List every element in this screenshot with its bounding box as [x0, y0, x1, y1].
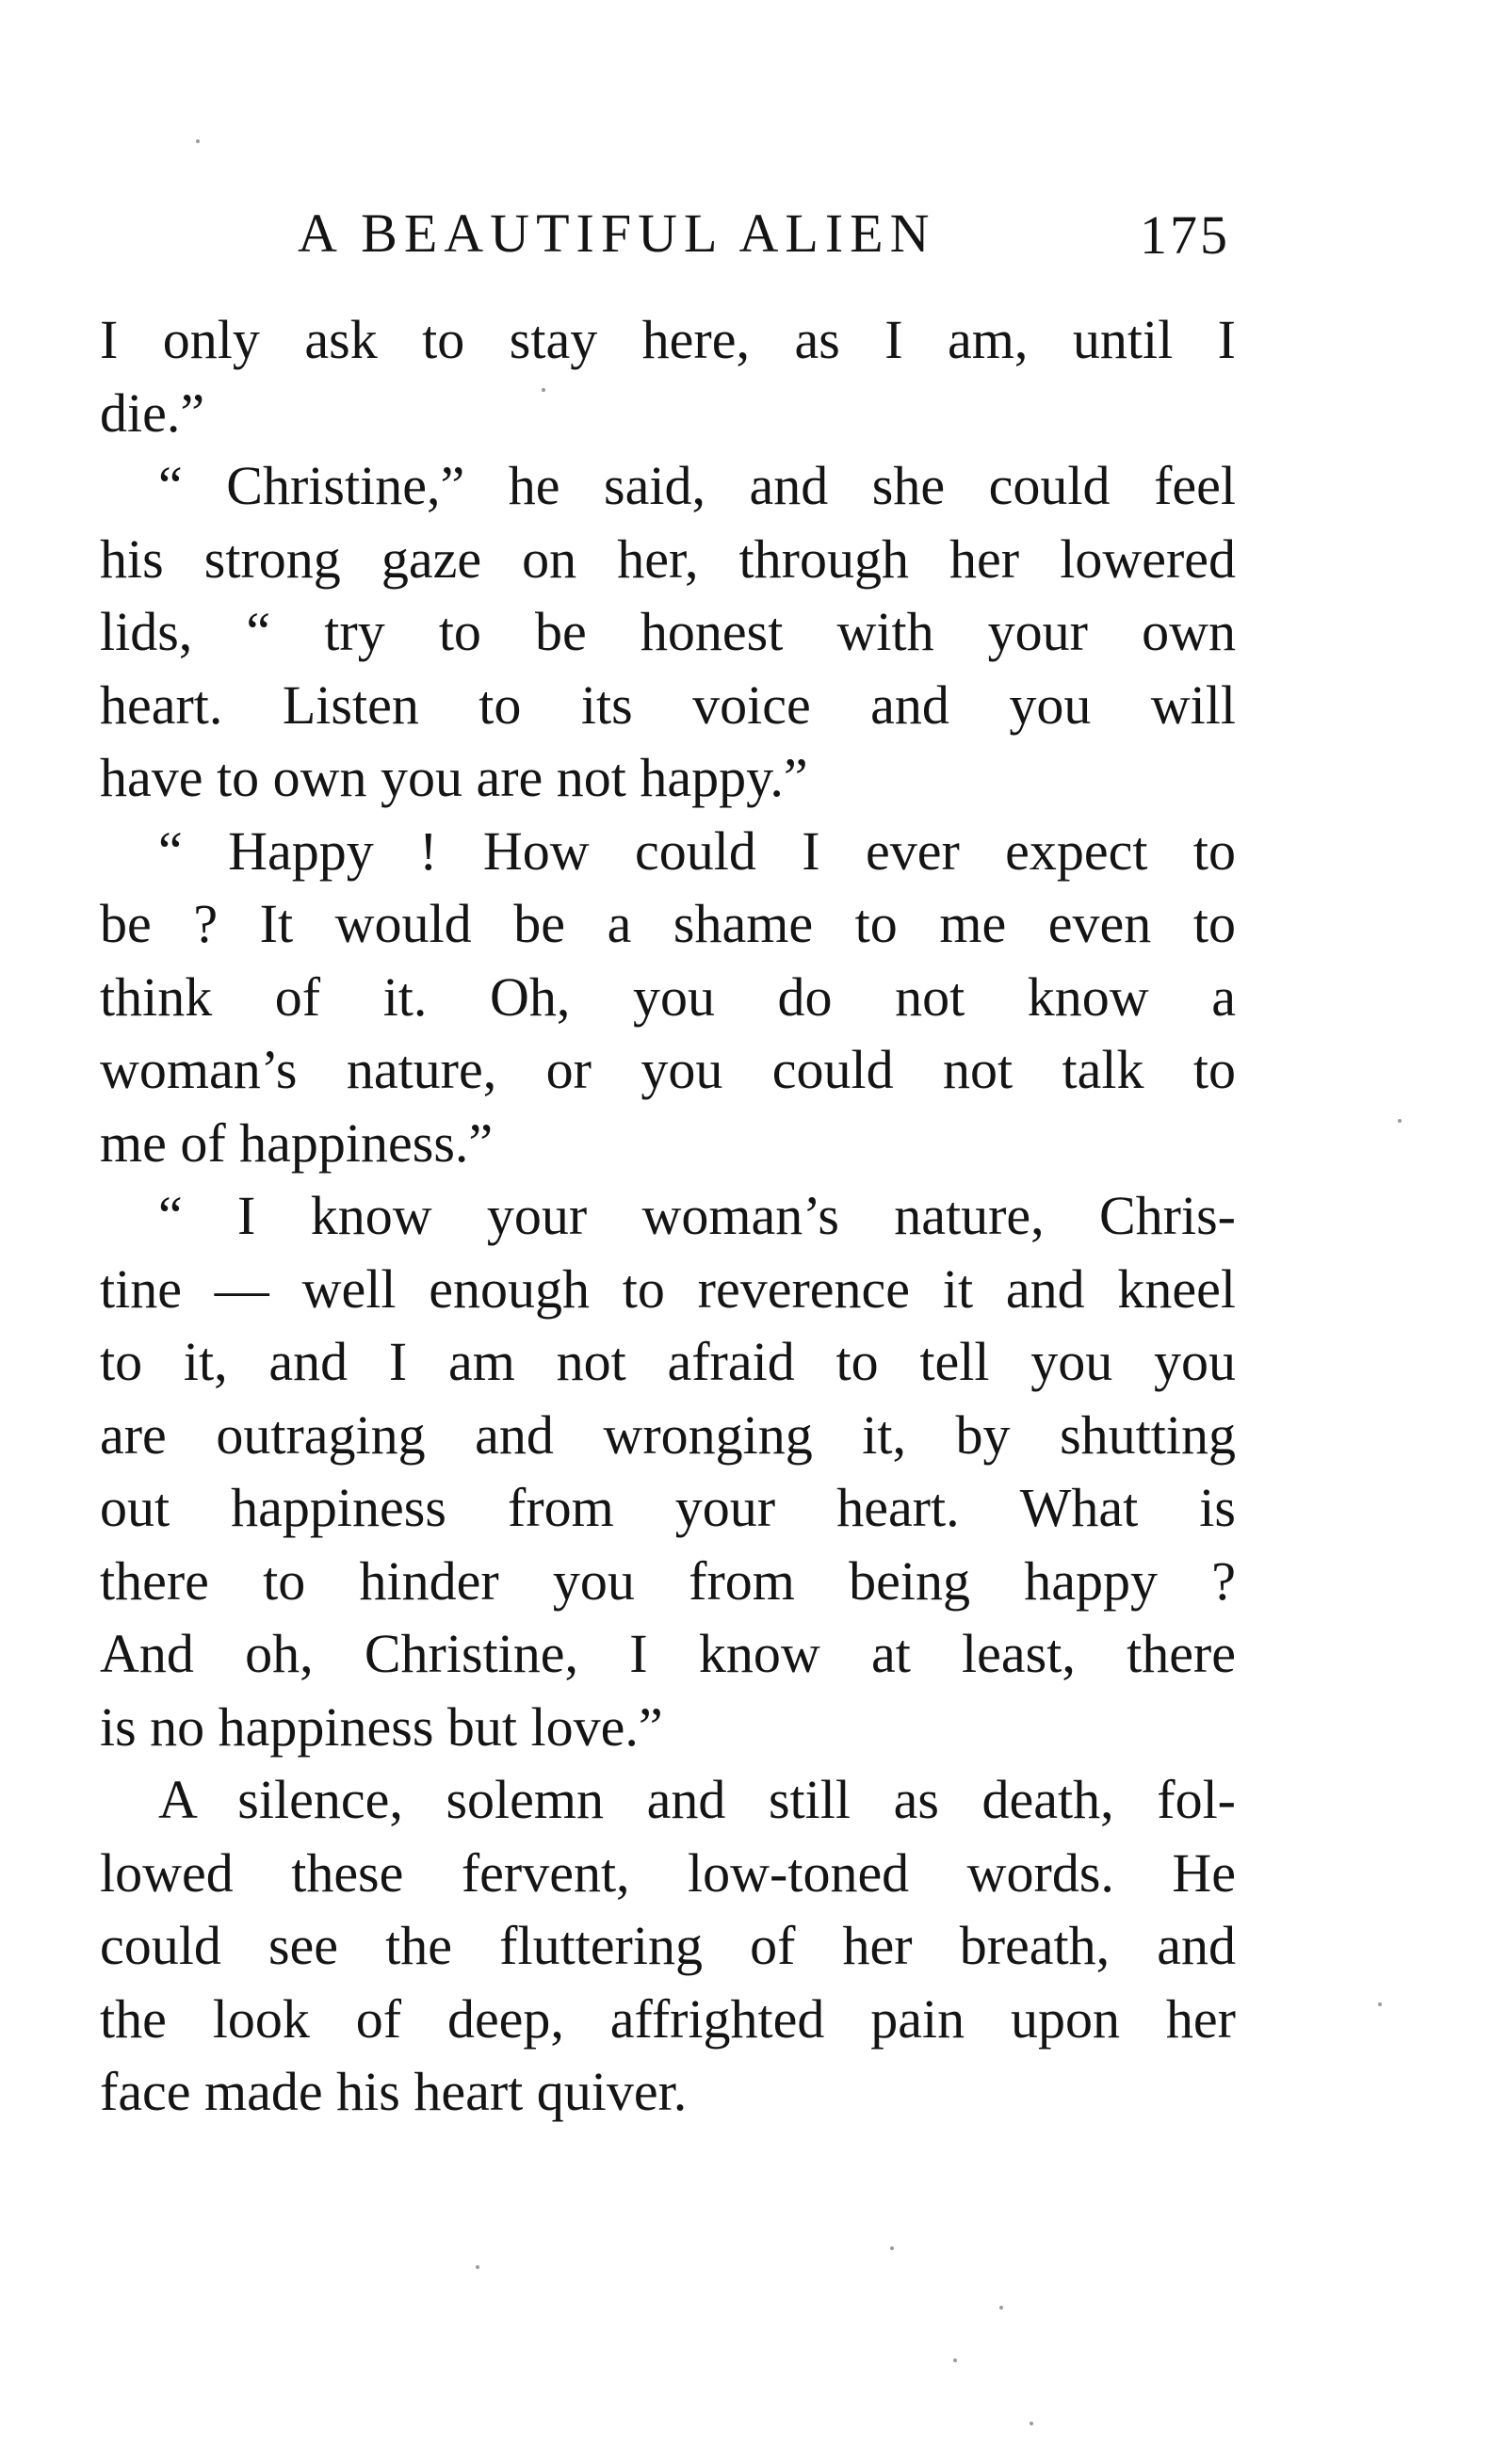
text-line: A silence, solemn and still as death, fol- — [158, 1769, 1236, 1830]
text-line: out happiness from your heart. What is — [100, 1477, 1236, 1538]
text-line: “ Christine,” he said, and she could feel — [158, 455, 1236, 516]
text-line: woman’s nature, or you could not talk to — [100, 1039, 1236, 1100]
paper-speck — [1030, 2422, 1033, 2425]
text-line: “ Happy ! How could I ever expect to — [158, 819, 1236, 882]
text-line: there to hinder you from being happy ? — [100, 1549, 1236, 1612]
text-line: die.” — [100, 381, 205, 444]
text-line: have to own you are not happy.” — [100, 747, 808, 808]
text-line: the look of deep, affrighted pain upon her — [100, 1987, 1236, 2050]
text-line: his strong gaze on her, through her lowered — [100, 527, 1236, 590]
paper-speck — [890, 2246, 894, 2250]
paper-speck — [953, 2359, 957, 2362]
text-line: are outraging and wronging it, by shutting — [100, 1403, 1236, 1466]
text-line: I only ask to stay here, as I am, until I — [100, 309, 1236, 370]
text-line: think of it. Oh, you do not know a — [100, 965, 1236, 1028]
text-line: lids, “ try to be honest with your own — [100, 601, 1236, 662]
text-line: to it, and I am not afraid to tell you you — [100, 1331, 1236, 1392]
text-line: is no happiness but love.” — [100, 1695, 663, 1758]
paper-speck — [1398, 1119, 1402, 1123]
paper-speck — [476, 2265, 479, 2269]
text-line: “ I know your woman’s nature, Chris- — [158, 1185, 1236, 1246]
paper-speck — [542, 388, 545, 392]
text-line: heart. Listen to its voice and you will — [100, 673, 1236, 736]
paper-speck — [999, 2306, 1003, 2310]
text-line: And oh, Christine, I know at least, there — [100, 1623, 1236, 1684]
text-line: lowed these fervent, low-toned words. He — [100, 1841, 1236, 1904]
text-line: could see the fluttering of her breath, and — [100, 1915, 1236, 1976]
running-title: A BEAUTIFUL ALIEN — [298, 203, 936, 264]
page-number: 175 — [1140, 204, 1230, 266]
paper-speck — [1378, 2002, 1382, 2006]
text-line: be ? It would be a shame to me even to — [100, 893, 1236, 954]
text-line: tine — well enough to reverence it and kneel — [100, 1257, 1236, 1320]
body-text — [100, 303, 1236, 2129]
text-line: face made his heart quiver. — [100, 2061, 688, 2122]
paper-speck — [196, 139, 200, 143]
text-line: me of happiness.” — [100, 1111, 494, 1174]
